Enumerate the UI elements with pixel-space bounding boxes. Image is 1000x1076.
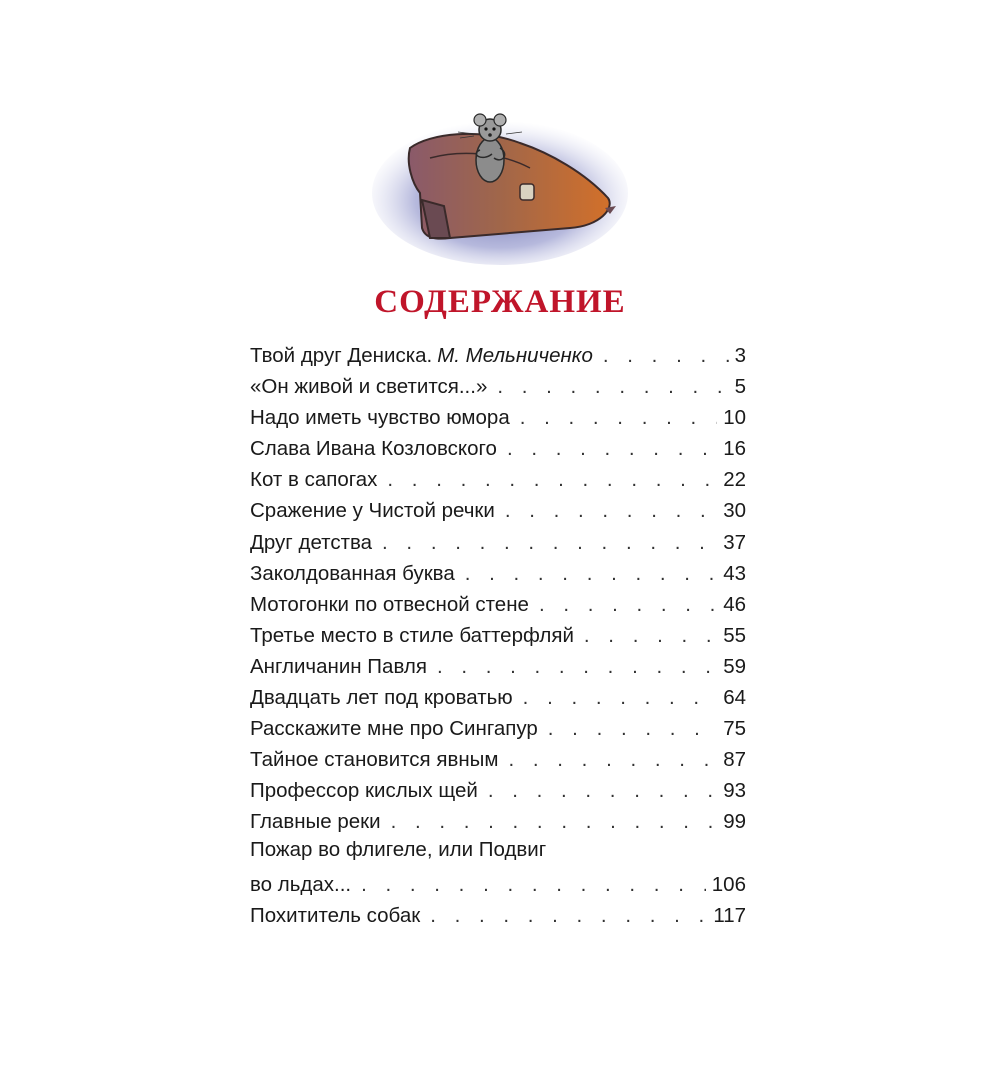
- toc-entry-page: 43: [723, 561, 746, 585]
- dot-leader: [584, 620, 717, 651]
- toc-entry-page: 59: [723, 654, 746, 678]
- table-of-contents: [250, 340, 746, 931]
- toc-entry-title: Профессор кислых щей: [250, 779, 478, 803]
- toc-entry[interactable]: [250, 558, 746, 589]
- page-title: СОДЕРЖАНИЕ: [374, 284, 626, 320]
- toc-entry-title: Кот в сапогах: [250, 468, 378, 492]
- toc-entry-title: Третье место в стиле баттерфляй: [250, 623, 574, 647]
- toc-entry-page: 3: [734, 344, 746, 367]
- toc-entry-page: 5: [734, 375, 746, 399]
- toc-entry[interactable]: [250, 464, 746, 495]
- toc-entry-title: Расскажите мне про Сингапур: [250, 717, 538, 741]
- toc-entry-title: Заколдованная буква: [250, 561, 455, 585]
- dot-leader: [548, 713, 717, 744]
- toc-entry[interactable]: [250, 433, 746, 464]
- toc-entry-page: 75: [723, 717, 746, 741]
- toc-entry[interactable]: [250, 806, 746, 837]
- toc-entry-page: 10: [723, 406, 746, 430]
- toc-entry-title: Сражение у Чистой речки: [250, 499, 495, 523]
- dot-leader: [437, 651, 717, 682]
- toc-entry-page: 30: [723, 499, 746, 523]
- toc-entry-title: во льдах...: [250, 872, 352, 896]
- toc-entry[interactable]: [250, 775, 746, 806]
- dot-leader: [361, 869, 706, 900]
- toc-entry-page: 117: [713, 903, 746, 927]
- toc-entry-title: Друг детства: [250, 530, 373, 554]
- toc-entry-page: 55: [723, 623, 746, 647]
- toc-entry-title-line1: Пожар во флигеле, или Подвиг: [250, 837, 547, 861]
- dot-leader: [465, 558, 717, 589]
- toc-entry-page: 37: [723, 530, 746, 554]
- dot-leader: [488, 775, 717, 806]
- toc-entry-author: М. Мельниченко: [437, 344, 593, 367]
- toc-entry[interactable]: [250, 651, 746, 682]
- dot-leader: [387, 464, 717, 495]
- toc-entry[interactable]: [250, 682, 746, 713]
- toc-entry-title: Главные реки: [250, 810, 381, 834]
- toc-entry[interactable]: [250, 371, 746, 402]
- dot-leader: [430, 900, 707, 931]
- toc-entry[interactable]: [250, 744, 746, 775]
- toc-entry-title: Твой друг Дениска. М. Мельниченко: [250, 344, 593, 367]
- toc-entry[interactable]: [250, 340, 746, 371]
- toc-entry-page: 22: [723, 468, 746, 492]
- dot-leader: [391, 806, 718, 837]
- toc-entry-page: 87: [723, 748, 746, 772]
- toc-entry[interactable]: [250, 589, 746, 620]
- dot-leader: [505, 495, 717, 526]
- toc-entry-title: Похититель собак: [250, 903, 421, 927]
- toc-entry-page: 93: [723, 779, 746, 803]
- toc-entry-title: Надо иметь чувство юмора: [250, 406, 510, 430]
- dot-leader: [507, 433, 717, 464]
- toc-entry-page: 99: [723, 810, 746, 834]
- toc-entry-page: 64: [723, 686, 746, 710]
- toc-entry-title: Двадцать лет под кроватью: [250, 686, 513, 710]
- dot-leader: [603, 340, 729, 371]
- mouse-in-boot-illustration: [370, 88, 630, 268]
- toc-entry-title: Слава Ивана Козловского: [250, 437, 497, 461]
- toc-entry[interactable]: [250, 713, 746, 744]
- toc-entry-page: 46: [723, 592, 746, 616]
- toc-entry-title: Мотогонки по отвесной стене: [250, 592, 529, 616]
- toc-entry[interactable]: [250, 620, 746, 651]
- toc-entry[interactable]: [250, 402, 746, 433]
- toc-entry[interactable]: [250, 495, 746, 526]
- toc-entry-title: «Он живой и светится...»: [250, 375, 488, 399]
- toc-entry[interactable]: [250, 900, 746, 931]
- dot-leader: [539, 589, 717, 620]
- toc-entry-title: Тайное становится явным: [250, 748, 499, 772]
- toc-entry-page: 106: [711, 872, 746, 896]
- dot-leader: [497, 371, 728, 402]
- dot-leader: [523, 682, 718, 713]
- toc-entry-title: Англичанин Павля: [250, 654, 427, 678]
- dot-leader: [509, 744, 718, 775]
- toc-entry[interactable]: [250, 527, 746, 558]
- dot-leader: [520, 402, 717, 433]
- toc-entry-page: 16: [723, 437, 746, 461]
- dot-leader: [382, 527, 717, 558]
- toc-entry[interactable]: [250, 838, 746, 900]
